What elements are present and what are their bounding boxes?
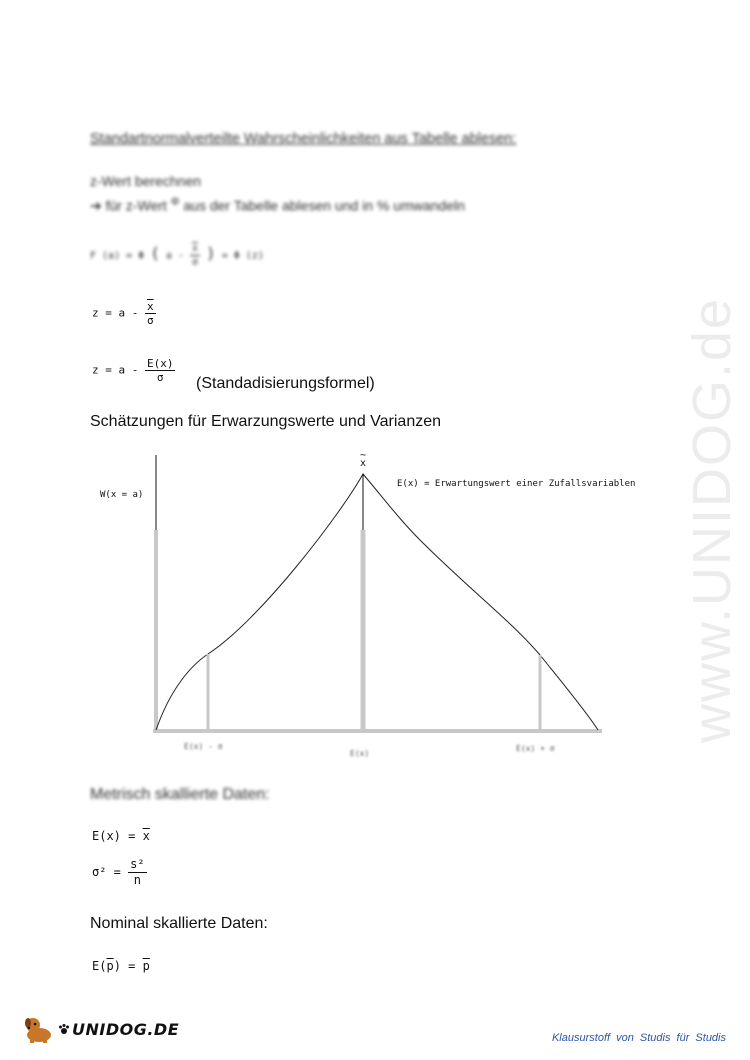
metric-f2-left: σ² = [92,865,121,879]
dog-mascot-icon [22,1014,56,1044]
intro-line-1: z-Wert berechnen [90,173,202,189]
formula-f1-left: F (a) = Φ [90,250,145,262]
peak-tilde: ~ [360,450,367,461]
section-heading: Standartnormalverteilte Wahrscheinlichkeiten aus Tabelle ablesen: [90,131,517,147]
metric-f2-den: n [133,873,141,887]
intro-line-2-text: für z-Wert [105,197,167,214]
formula-f3-den: σ [156,371,164,384]
paw-icon [58,1023,70,1035]
formula-f1-den: σ [191,257,199,268]
tick-label-left: E(x) - σ [184,742,223,751]
nominal-f1-p: $\overline{p}$ [106,959,114,973]
formula-f2-left: z = a - [92,306,139,320]
tick-label-right: E(x) + σ [516,744,555,753]
nominal-f1-right: $\overline{p}$ [142,959,150,973]
phi-symbol: Φ [170,196,180,208]
nominal-f1-mid: ) = [113,959,136,973]
formula-f1-inner: a - [165,250,184,262]
metric-f1-right: $\overline{x}$ [142,829,150,843]
footer-brand: UNIDOG.DE [72,1019,180,1039]
curve-label: E(x) = Erwartungswert einer Zufallsvariablen [397,479,636,489]
intro-line-2-rest: aus der Tabelle ablesen und in % umwandeln [183,197,465,214]
standardization-note: (Standadisierungsformel) [196,375,375,392]
formula-metric-variance [92,857,147,888]
footer-logo [22,1014,179,1044]
estimates-heading: Schätzungen für Erwarzungswerte und Varianzen [90,413,442,430]
watermark-text: www.UNIDOG.de [682,296,742,744]
nominal-f1-left: E( [92,959,107,973]
formula-z-expectation [92,357,175,384]
formula-f1-num: $\overline{x}$ [191,243,199,254]
y-axis-label: W(x = a) [100,490,144,500]
formula-f2-num: $\overline{x}$ [146,300,154,313]
distribution-curve [156,474,598,730]
formula-f2-den: σ [146,314,154,327]
peak-label: x [360,458,367,469]
metric-f1-left: E(x) = [92,829,136,843]
formula-nominal-expectation [92,959,150,973]
metric-f2-num: s² [130,857,145,871]
formula-f3-left: z = a - [92,363,139,377]
intro-line-2 [90,196,465,215]
formula-metric-expectation [92,829,150,843]
footer-tagline: Klausurstoff von Studis für Studis [551,1032,726,1044]
formula-f3-num: E(x) [146,357,174,370]
formula-z-mean [92,300,156,327]
formula-f1-right: = Φ (z) [221,250,264,262]
formula-f-of-a: F (a) = Φ ( a - $\frac{\overline{x}}{\sigma}$ ) = Φ (z) [90,243,264,268]
arrow-icon: ➔ [90,197,102,214]
tick-label-mid: E(x) [350,749,370,758]
metric-heading: Metrisch skallierte Daten: [90,786,270,803]
nominal-heading: Nominal skallierte Daten: [90,915,268,932]
distribution-diagram [0,440,750,770]
